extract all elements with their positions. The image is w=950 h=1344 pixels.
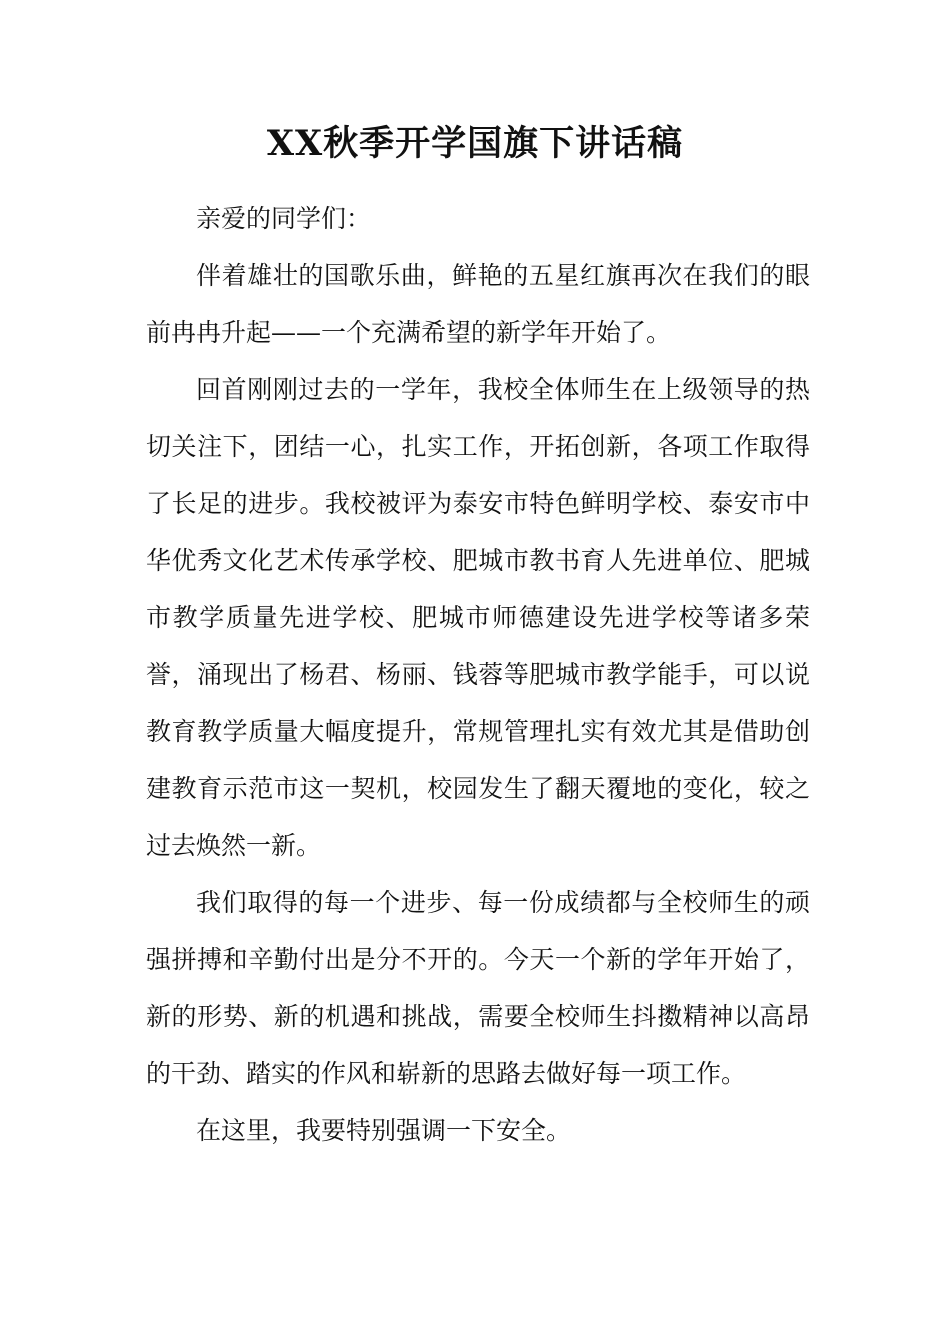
- paragraph-salutation: 亲爱的同学们：: [196, 204, 372, 233]
- paragraph-achievements: 我们取得的每一个进步、每一份成绩都与全校师生的顽强拼搏和辛勤付出是分不开的。今天一个新的学年开始了，新的形势、新的机遇和挑战，需要全校师生抖擞精神以高昂的干劲、踏实的作风和崭新的思路去做好每一项工作。: [146, 888, 810, 1088]
- paragraph-review: 回首刚刚过去的一学年，我校全体师生在上级领导的热切关注下，团结一心，扎实工作，开拓创新，各项工作取得了长足的进步。我校被评为泰安市特色鲜明学校、泰安市中华优秀文化艺术传承学校、肥城市教书育人先进单位、肥城市教学质量先进学校、肥城市师德建设先进学校等诸多荣誉，涌现出了杨君、杨丽、钱蓉等肥城市教学能手，可以说教育教学质量大幅度提升，常规管理扎实有效尤其是借助创建教育示范市这一契机，校园发生了翻天覆地的变化，较之过去焕然一新。: [146, 375, 810, 860]
- paragraph-opening: 伴着雄壮的国歌乐曲，鲜艳的五星红旗再次在我们的眼前冉冉升起——一个充满希望的新学年开始了。: [146, 261, 810, 347]
- paragraph-safety: 在这里，我要特别强调一下安全。: [196, 1116, 572, 1145]
- document-body: [146, 190, 810, 1159]
- document-title: XX秋季开学国旗下讲话稿: [266, 123, 684, 164]
